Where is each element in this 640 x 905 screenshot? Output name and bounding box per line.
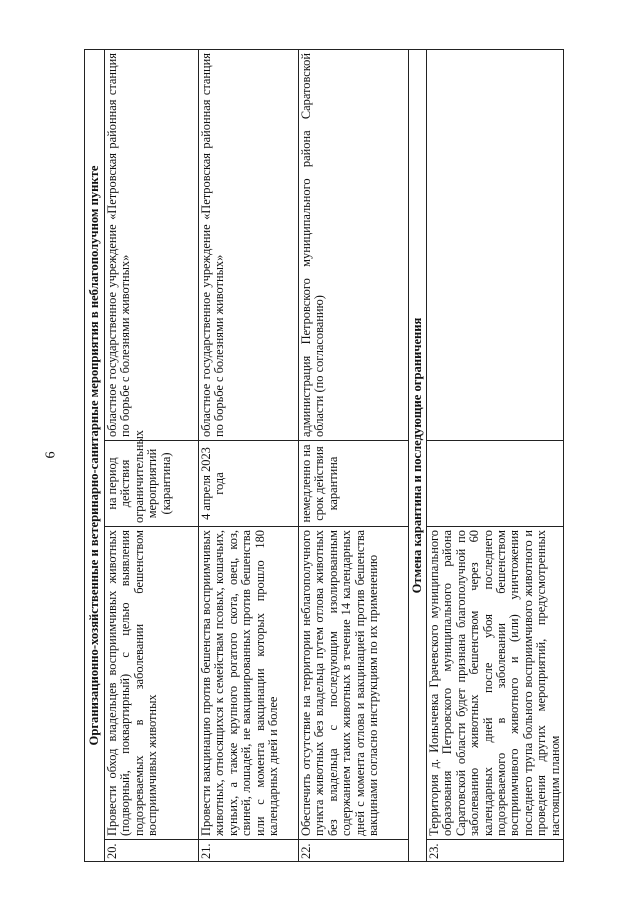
table-row: [199, 50, 299, 862]
row-term: [427, 441, 564, 527]
row-number: 20.: [105, 840, 199, 862]
page-number: 6: [43, 451, 59, 459]
row-number: 22.: [299, 840, 409, 862]
row-responsible: администрация Петровского муниципального района Саратовской области (по согласованию): [299, 50, 409, 441]
section-header-org: Организационно-хозяйственные и ветеринарно-санитарные мероприятия в неблагополучном пункте: [85, 50, 105, 862]
table-row: [299, 50, 409, 862]
row-action: Провести обход владельцев восприимчивых животных (подворный, поквартирный) с целью выявления подозреваемых в заболевании бешенством восприимчивых животных: [105, 527, 199, 840]
table-row: [427, 50, 564, 862]
row-number: 23.: [427, 840, 564, 862]
section-header-cancel: Отмена карантина и последующие ограничения: [409, 50, 427, 862]
row-action: Провести вакцинацию против бешенства восприимчивых животных, относящихся к семействам псовых, кошачьих, куньих, а также крупного рогатого скота, овец, коз, свиней, лошадей, не вакцинированных против бешенства или с момента вакцинации которых прошло 180 календарных дней и более: [199, 527, 299, 840]
row-responsible: областное государственное учреждение «Петровская районная станция по борьбе с болезнями животных»: [105, 50, 199, 441]
row-action: Обеспечить отсутствие на территории неблагополучного пункта животных без владельца путем отлова животных без владельца с последующим изолированным содержанием таких животных в течение 14 календарных дней с момента отлова и вакцинацией против бешенства вакцинами согласно инструкциям по их применению: [299, 527, 409, 840]
row-term: немедленно на срок действия карантина: [299, 441, 409, 527]
section-header-row: [85, 50, 105, 862]
plan-table: [84, 49, 564, 862]
plan-table-rotated: [84, 50, 562, 862]
row-responsible: [427, 50, 564, 441]
section-header-row: [409, 50, 427, 862]
row-number: 21.: [199, 840, 299, 862]
plan-table-wrapper: [84, 50, 562, 862]
row-responsible: областное государственное учреждение «Петровская районная станция по борьбе с болезнями животных»: [199, 50, 299, 441]
row-action: Территория д. Ионычевка Грачевского муниципального образования Петровского муниципального района Саратовской области будет признана благополучной по заболеванию животных бешенством через 60 календарных дней после убоя последнего подозреваемого в заболевании бешенством восприимчивого животного и (или) уничтожения последнего трупа больного восприимчивого животного и проведения других мероприятий, предусмотренных настоящим планом: [427, 527, 564, 840]
row-term: 4 апреля 2023 года: [199, 441, 299, 527]
table-row: [105, 50, 199, 862]
row-term: на период действия ограничительных мероприятий (карантина): [105, 441, 199, 527]
